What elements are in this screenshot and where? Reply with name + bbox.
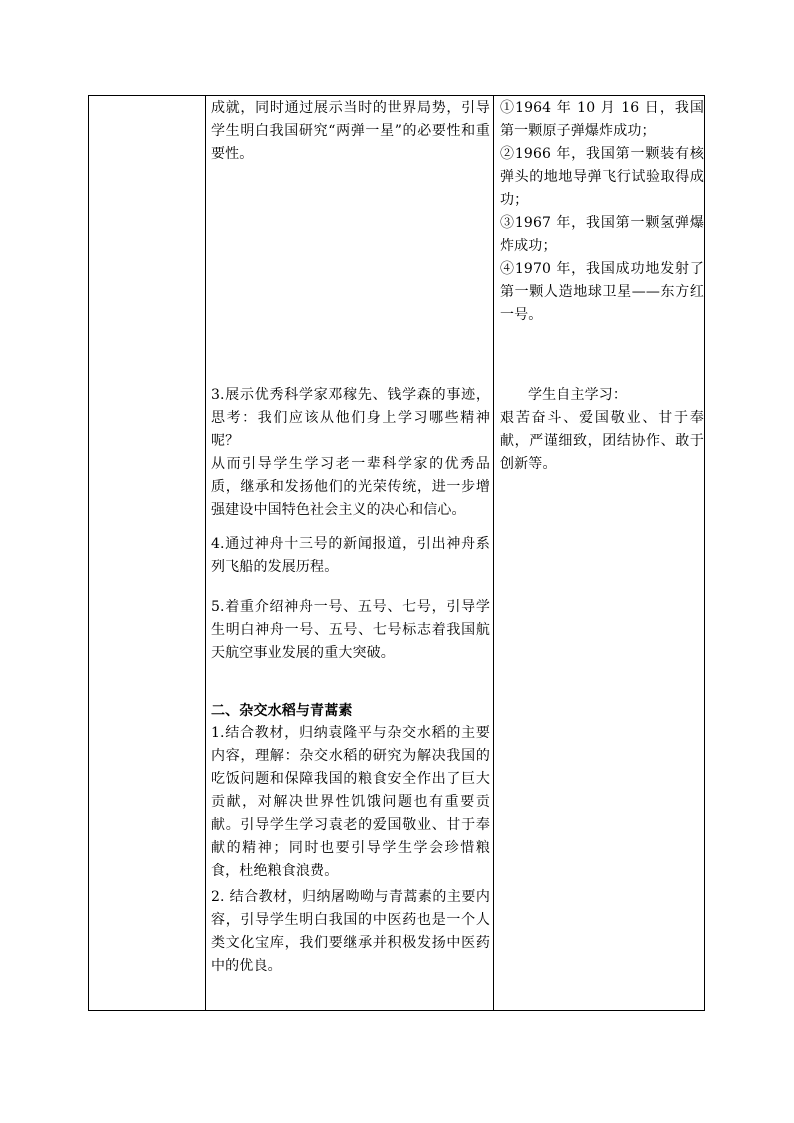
teacher-activity-cell: [206, 96, 493, 1010]
self-study-answer: 艰苦奋斗、爱国敬业、甘于奉献，严谨细致，团结协作、敢于创新等。: [500, 410, 704, 472]
event-1970: ④1970 年，我国成功地发射了第一颗人造地球卫星——东方红一号。: [500, 261, 704, 323]
section-2-heading: 二、杂交水稻与青蒿素: [211, 703, 353, 719]
event-1967: ③1967 年，我国第一颗氢弹爆炸成功；: [500, 215, 704, 254]
item-3-guidance: 从而引导学生学习老一辈科学家的优秀品质，继承和发扬他们的光荣传统，进一步增强建设中国特色社会主义的决心和信心。: [211, 456, 490, 518]
item-4-paragraph: 4.通过神舟十三号的新闻报道，引出神舟系列飞船的发展历程。: [211, 536, 490, 575]
stage-column-cell: [89, 96, 205, 1010]
event-list: [500, 97, 704, 327]
event-1964: ①1964 年 10 月 16 日，我国第一颗原子弹爆炸成功；: [500, 100, 704, 139]
student-activity-cell: [494, 96, 706, 1010]
section-2-item-1: 1.结合教材，归纳袁隆平与杂交水稻的主要内容，理解：杂交水稻的研究为解决我国的吃饭问题和保障我国的粮食安全作出了巨大贡献，对解决世界性饥饿问题也有重要贡献。引导学生学习袁老的爱国敬业、甘于奉献的精神；同时也要引导学生学会珍惜粮食，杜绝粮食浪费。: [211, 725, 490, 879]
intro-paragraph: 成就，同时通过展示当时的世界局势，引导学生明白我国研究“两弹一星”的必要性和重要性。: [211, 100, 490, 162]
self-study-label: 学生自主学习：: [528, 387, 628, 403]
event-1966: ②1966 年，我国第一颗装有核弹头的地地导弹飞行试验取得成功；: [500, 146, 704, 208]
item-3-question: 3.展示优秀科学家邓稼先、钱学森的事迹，思考：我们应该从他们身上学习哪些精神呢？: [211, 387, 490, 449]
item-5-paragraph: 5.着重介绍神舟一号、五号、七号，引导学生明白神舟一号、五号、七号标志着我国航天航空事业发展的重大突破。: [211, 599, 490, 661]
lesson-plan-table: [88, 95, 705, 1011]
section-2-item-2: 2. 结合教材，归纳屠呦呦与青蒿素的主要内容，引导学生明白我国的中医药也是一个人类文化宝库，我们要继承并积极发扬中医药中的优良。: [211, 889, 490, 974]
